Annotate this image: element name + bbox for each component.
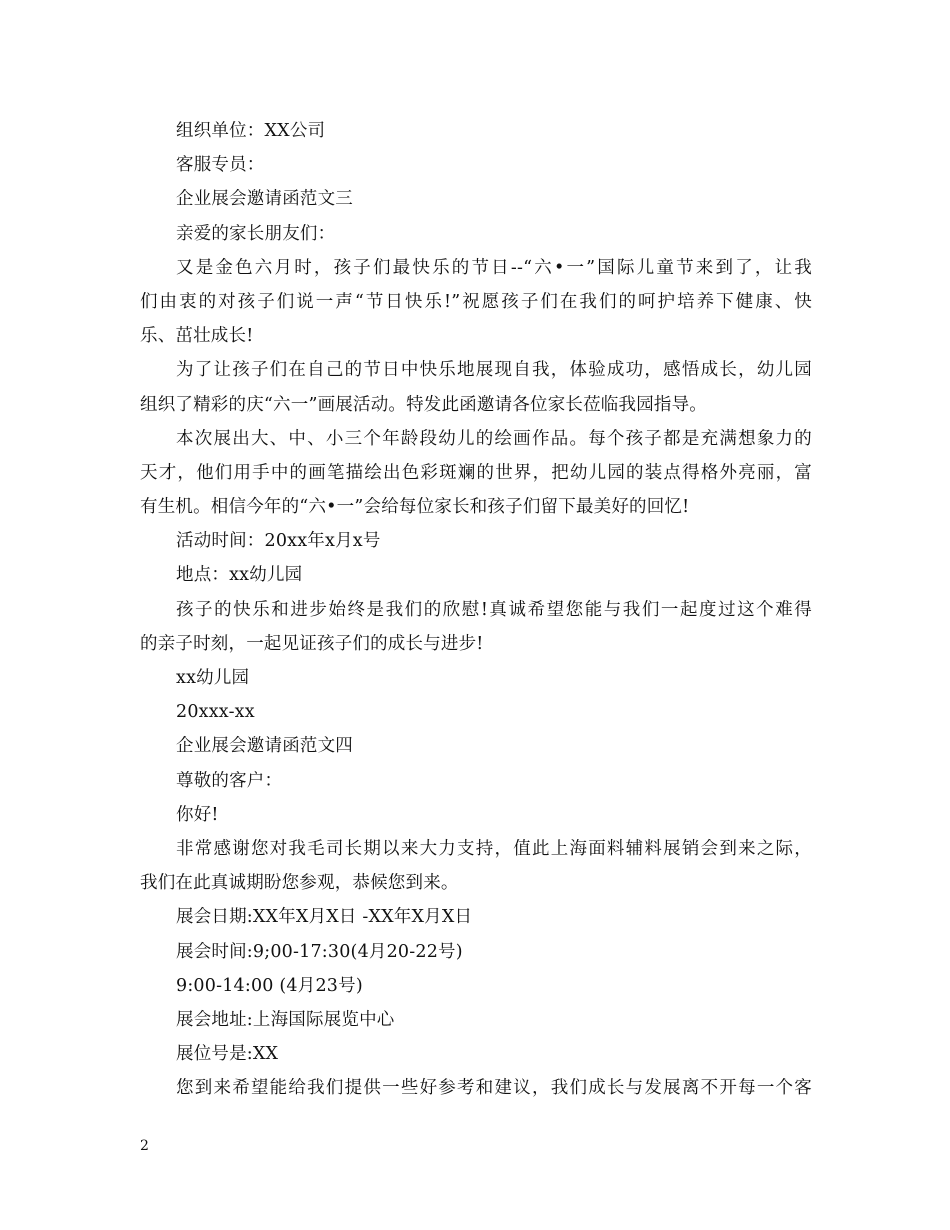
paragraph-line: 您到来希望能给我们提供一些好参考和建议，我们成长与发展离不开每一个客: [176, 1078, 812, 1099]
exhibition-time-line-2: 9:00-14:00 (4月23号): [176, 975, 363, 996]
exhibition-date-line: 展会日期:XX年X月X日 -XX年X月X日: [176, 907, 473, 928]
exhibition-time-line: 展会时间:9;00-17:30(4月20-22号): [176, 941, 463, 962]
paragraph-line: 本次展出大、中、小三个年龄段幼儿的绘画作品。每个孩子都是充满想象力的: [176, 428, 812, 449]
salutation-parents: 亲爱的家长朋友们：: [176, 223, 336, 244]
page-number: 2: [140, 1138, 149, 1154]
paragraph-line: 我们在此真诚期盼您参观，恭候您到来。: [140, 873, 459, 894]
paragraph-line: 们由衷的对孩子们说一声“节日快乐!”祝愿孩子们在我们的呵护培养下健康、快: [140, 291, 812, 312]
paragraph-line: 为了让孩子们在自己的节日中快乐地展现自我，体验成功，感悟成长，幼儿园: [176, 360, 812, 381]
paragraph-line: 乐、茁壮成长!: [140, 326, 254, 347]
document-body: [140, 114, 812, 1105]
signature-kindergarten: xx幼儿园: [176, 668, 250, 688]
salutation-customer: 尊敬的客户：: [176, 770, 283, 791]
paragraph-line: 有生机。相信今年的“六•一”会给每位家长和孩子们留下最美好的回忆!: [140, 497, 690, 518]
section-heading-3: 企业展会邀请函范文三: [176, 189, 353, 210]
greeting-line: 你好!: [176, 804, 219, 825]
paragraph-line: 孩子的快乐和进步始终是我们的欣慰!真诚希望您能与我们一起度过这个难得: [176, 599, 812, 620]
signature-date: 20xxx-xx: [176, 702, 255, 723]
section-heading-4: 企业展会邀请函范文四: [176, 736, 353, 757]
booth-number-line: 展位号是:XX: [176, 1044, 279, 1065]
org-unit-line: 组织单位：XX公司: [176, 121, 326, 141]
paragraph-line: 组织了精彩的庆“六一”画展活动。特发此函邀请各位家长莅临我园指导。: [140, 394, 707, 415]
paragraph-line: 的亲子时刻，一起见证孩子们的成长与进步!: [140, 633, 484, 654]
exhibition-address-line: 展会地址:上海国际展览中心: [176, 1009, 395, 1030]
paragraph-line: 又是金色六月时，孩子们最快乐的节日--“六•一”国际儿童节来到了，让我: [176, 257, 812, 278]
location-line: 地点：xx幼儿园: [176, 565, 303, 586]
paragraph-line: 非常感谢您对我毛司长期以来大力支持，值此上海面料辅料展销会到来之际，: [176, 838, 812, 859]
activity-time-line: 活动时间：20xx年x月x号: [176, 531, 381, 552]
customer-service-line: 客服专员：: [176, 155, 265, 176]
paragraph-line: 天才，他们用手中的画笔描绘出色彩斑斓的世界，把幼儿园的装点得格外亮丽，富: [140, 462, 812, 483]
